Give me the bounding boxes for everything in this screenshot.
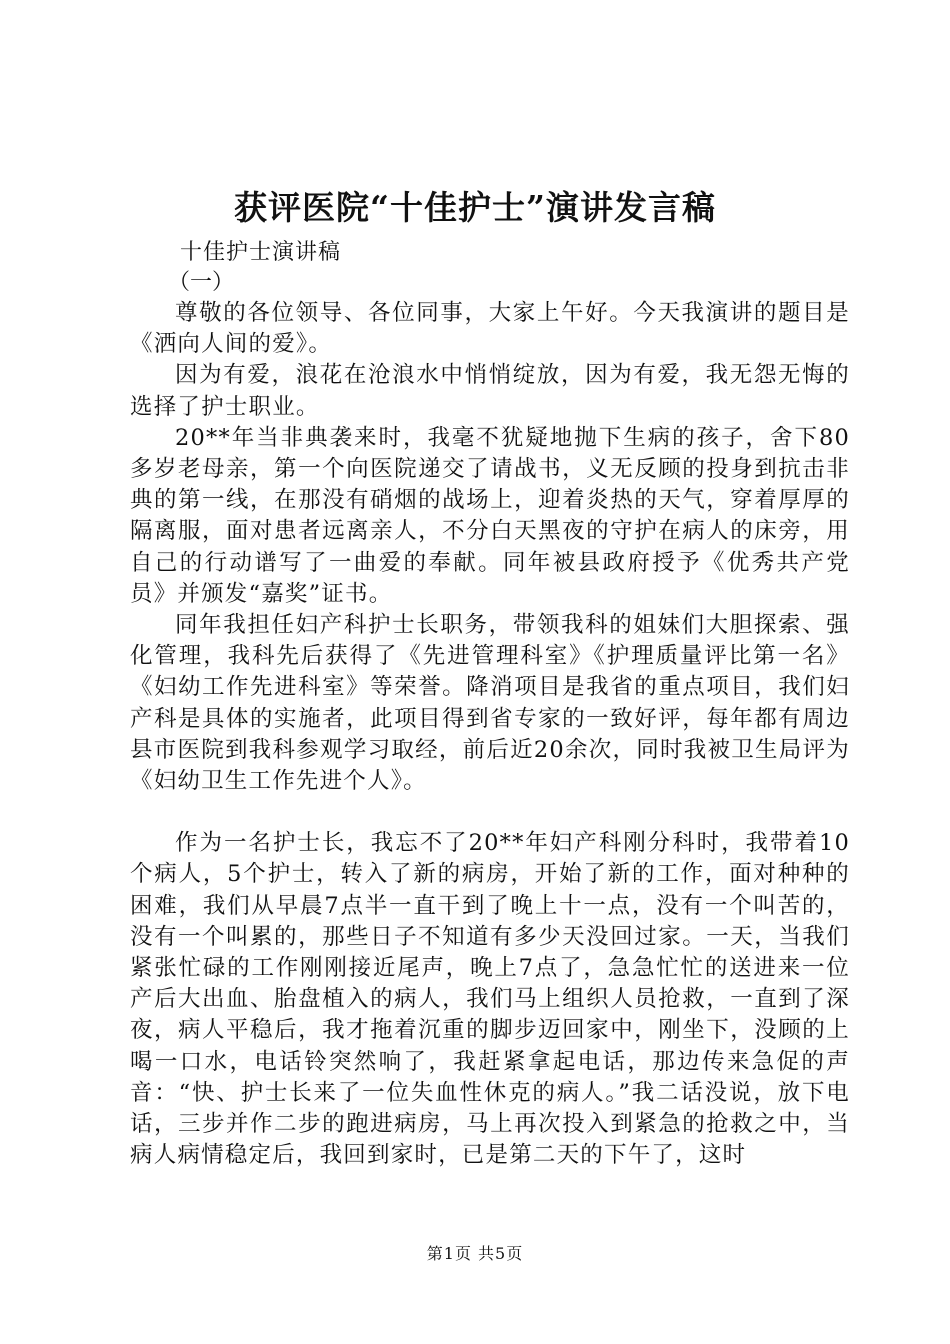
paragraph-sars: 20**年当非典袭来时，我毫不犹疑地抛下生病的孩子，舍下80多岁老母亲，第一个向医院递交了请战书，义无反顾的投身到抗击非典的第一线，在那没有硝烟的战场上，迎着炎热的天气，穿着厚厚的隔离服，面对患者远离亲人，不分白天黑夜的守护在病人的床旁，用自己的行动谱写了一曲爱的奉献。同年被县政府授予《优秀共产党员》并颁发“嘉奖”证书。: [130, 424, 850, 607]
page-title: 获评医院“十佳护士”演讲发言稿: [234, 188, 716, 227]
paragraph-love: 因为有爱，浪花在沧浪水中悄悄绽放，因为有爱，我无怨无悔的选择了护士职业。: [130, 362, 850, 420]
section-number: （一）: [168, 270, 235, 295]
paragraph-head-nurse: 同年我担任妇产科护士长职务，带领我科的姐妹们大胆探索、强化管理，我科先后获得了《先进管理科室》《护理质量评比第一名》《妇幼工作先进科室》等荣誉。降消项目是我省的重点项目，我们妇产科是具体的实施者，此项目得到省专家的一致好评，每年都有周边县市医院到我科参观学习取经，前后近20余次，同时我被卫生局评为《妇幼卫生工作先进个人》。: [130, 612, 850, 795]
paragraph-rescue: 作为一名护士长，我忘不了20**年妇产科刚分科时，我带着10个病人，5个护士，转入了新的病房，开始了新的工作，面对种种的困难，我们从早晨7点半一直干到了晚上十一点，没有一个叫苦的，没有一个叫累的，那些日子不知道有多少天没回过家。一天，当我们紧张忙碌的工作刚刚接近尾声，晚上7点了，急急忙忙的送进来一位产后大出血、胎盘植入的病人，我们马上组织人员抢救，一直到了深夜，病人平稳后，我才拖着沉重的脚步迈回家中，刚坐下，没顾的上喝一口水，电话铃突然响了，我赶紧拿起电话，那边传来急促的声音：“快、护士长来了一位失血性休克的病人。”我二话没说，放下电话，三步并作二步的跑进病房，马上再次投入到紧急的抢救之中，当病人病情稳定后，我回到家时，已是第二天的下午了，这时: [130, 830, 850, 1169]
document-body: [130, 298, 850, 1171]
paragraph-spacer: [130, 797, 850, 828]
page-footer: 第1页 共5页: [426, 1244, 524, 1263]
paragraph-greeting: 尊敬的各位领导、各位同事，大家上午好。今天我演讲的题目是《洒向人间的爱》。: [130, 300, 850, 358]
document-subtitle: 十佳护士演讲稿: [180, 240, 342, 265]
